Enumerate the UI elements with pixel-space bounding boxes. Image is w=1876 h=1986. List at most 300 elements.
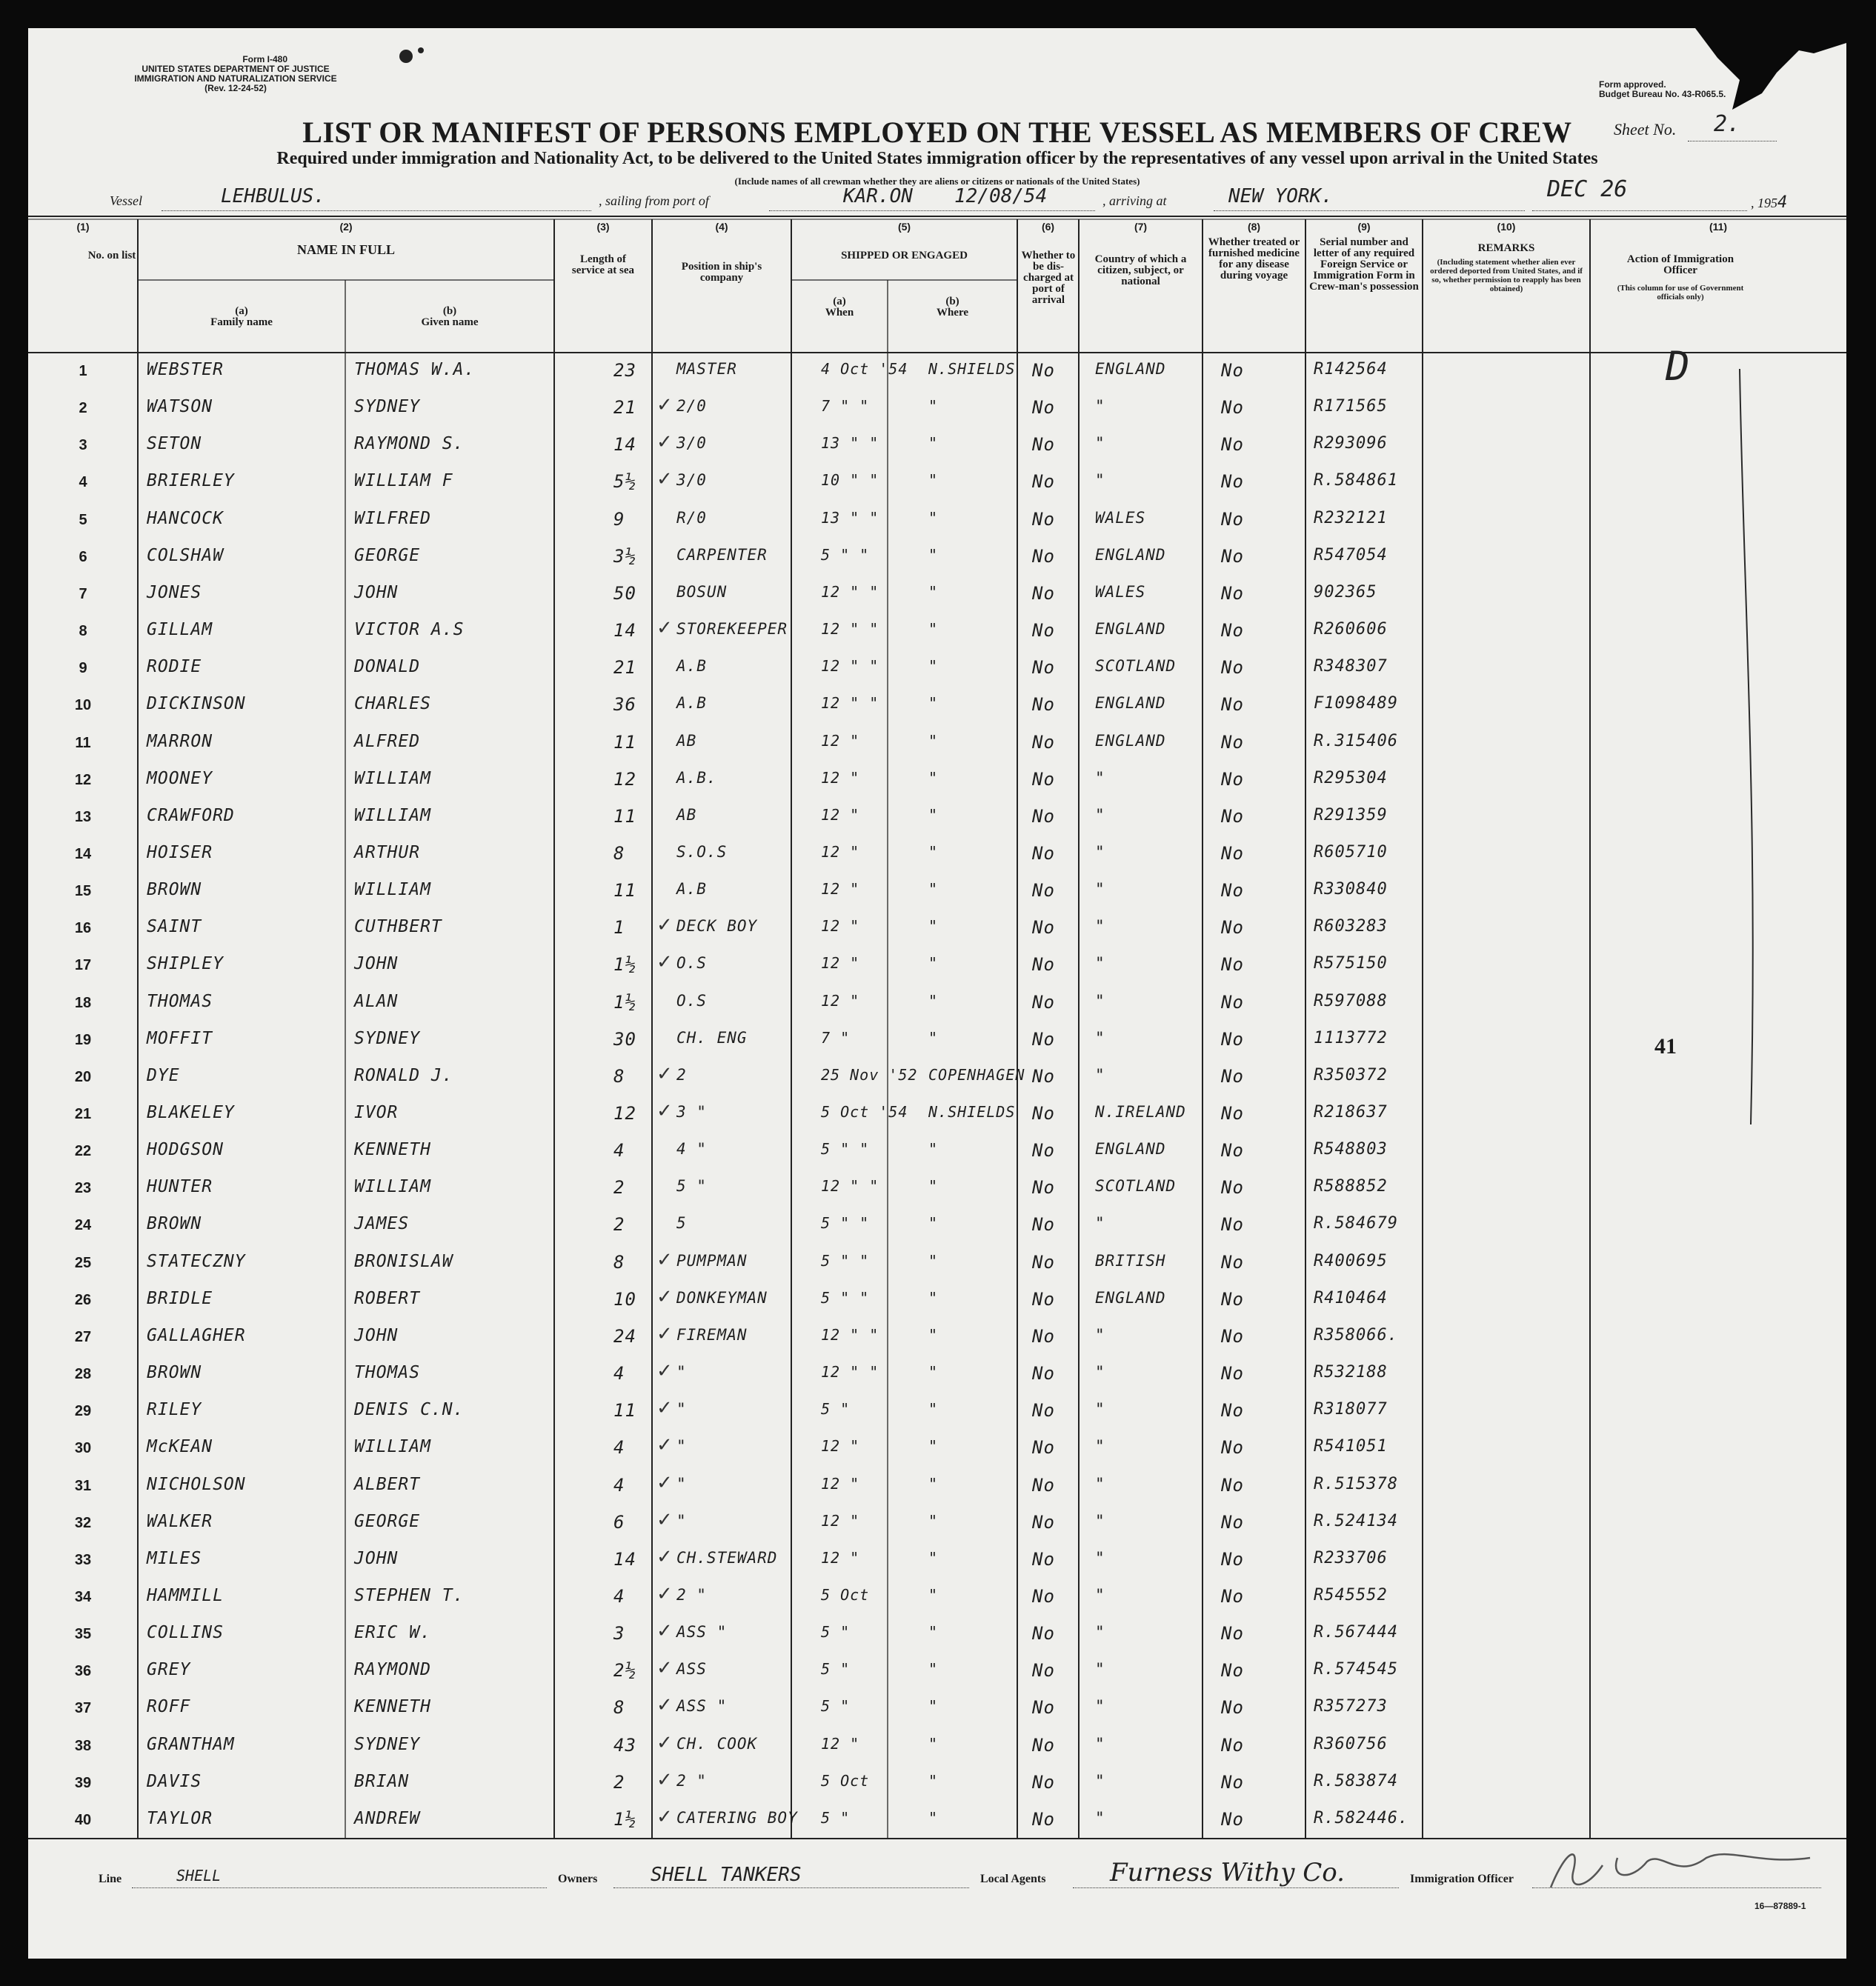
service-length: 8 <box>613 842 625 864</box>
family-name: DICKINSON <box>147 694 246 714</box>
service-length: 4 <box>613 1140 625 1162</box>
check-mark-icon: ✓ <box>656 394 673 416</box>
discharged: No <box>1032 360 1055 381</box>
given-name: RONALD J. <box>354 1065 453 1085</box>
row-number: 14 <box>74 845 92 862</box>
country: " <box>1095 842 1105 861</box>
given-name: SYDNEY <box>354 397 421 417</box>
row-number: 40 <box>74 1811 92 1828</box>
serial-number: R318077 <box>1314 1400 1388 1419</box>
sailing-date: 12/08/54 <box>954 185 1048 207</box>
treated: No <box>1221 1437 1244 1459</box>
shipped-where: " <box>928 1437 939 1456</box>
shipped-where: " <box>928 1808 939 1827</box>
shipped-where: " <box>928 397 939 416</box>
treated: No <box>1221 545 1244 567</box>
treated: No <box>1221 1363 1244 1384</box>
given-name: WILLIAM <box>354 1177 431 1197</box>
service-length: 2½ <box>613 1660 636 1682</box>
budget-bureau-number: Budget Bureau No. 43-R065.5. <box>1599 89 1726 99</box>
shipped-when: 12 " <box>821 1437 860 1456</box>
position: 2 " <box>676 1771 707 1790</box>
col5a-header: (a) When <box>825 296 854 319</box>
country: " <box>1095 1065 1105 1084</box>
country: " <box>1095 991 1105 1010</box>
position: DONKEYMAN <box>676 1288 768 1307</box>
service-length: 3½ <box>613 545 636 567</box>
country: ENGLAND <box>1095 545 1166 564</box>
service-length: 11 <box>613 731 636 753</box>
position: A.B. <box>676 768 717 787</box>
treated: No <box>1221 694 1244 716</box>
treated: No <box>1221 1288 1244 1310</box>
service-length: 23 <box>613 360 636 381</box>
row-number: 31 <box>74 1477 92 1494</box>
serial-number: R.574545 <box>1314 1660 1398 1679</box>
country: ENGLAND <box>1095 620 1166 639</box>
serial-number: R.315406 <box>1314 731 1398 750</box>
country: " <box>1095 1660 1105 1679</box>
discharged: No <box>1032 1771 1055 1793</box>
discharged: No <box>1032 1177 1055 1199</box>
given-name: KENNETH <box>354 1697 431 1717</box>
treated: No <box>1221 1251 1244 1273</box>
treated: No <box>1221 1660 1244 1682</box>
check-mark-icon: ✓ <box>656 1471 673 1493</box>
shipped-when: 12 " " <box>821 1363 879 1382</box>
shipped-where: " <box>928 1177 939 1196</box>
shipped-when: 12 " <box>821 954 860 973</box>
treated: No <box>1221 1511 1244 1533</box>
vessel-name: LEHBULUS. <box>221 185 325 207</box>
serial-number: R400695 <box>1314 1251 1388 1270</box>
position: " <box>676 1437 687 1456</box>
treated: No <box>1221 768 1244 790</box>
service-length: 4 <box>613 1437 625 1459</box>
position: 2/0 <box>676 397 707 416</box>
shipped-where: COPENHAGEN <box>928 1065 1025 1084</box>
col10-header: REMARKS <box>1477 242 1535 254</box>
discharged: No <box>1032 954 1055 976</box>
position: AB <box>676 805 697 824</box>
country: " <box>1095 1474 1105 1493</box>
port-from: KAR.ON <box>843 185 913 207</box>
check-mark-icon: ✓ <box>656 1620 673 1642</box>
row-number: 35 <box>74 1626 92 1643</box>
treated: No <box>1221 620 1244 642</box>
discharged: No <box>1032 1660 1055 1682</box>
treated: No <box>1221 360 1244 381</box>
shipped-when: 5 Oct <box>821 1771 870 1790</box>
row-number: 10 <box>74 697 92 714</box>
country: " <box>1095 1585 1105 1604</box>
discharged: No <box>1032 1474 1055 1496</box>
discharged: No <box>1032 805 1055 827</box>
country: " <box>1095 1214 1105 1233</box>
form-revision: (Rev. 12-24-52) <box>204 83 267 93</box>
serial-number: R295304 <box>1314 768 1388 787</box>
given-name: BRIAN <box>354 1771 410 1791</box>
action-bracket <box>1736 369 1766 1132</box>
shipped-where: " <box>928 1325 939 1344</box>
position: 3 " <box>676 1103 707 1121</box>
discharged: No <box>1032 1808 1055 1830</box>
family-name: TAYLOR <box>147 1808 213 1828</box>
country: " <box>1095 434 1105 453</box>
position: STOREKEEPER <box>676 620 788 639</box>
country: ENGLAND <box>1095 1288 1166 1307</box>
serial-number: R541051 <box>1314 1437 1388 1456</box>
shipped-when: 12 " " <box>821 1177 879 1196</box>
given-name: ALAN <box>354 991 399 1011</box>
discharged: No <box>1032 1028 1055 1050</box>
country: " <box>1095 1548 1105 1567</box>
treated: No <box>1221 954 1244 976</box>
given-name: WILLIAM <box>354 880 431 900</box>
treated: No <box>1221 582 1244 604</box>
treated: No <box>1221 1214 1244 1236</box>
family-name: WALKER <box>147 1511 213 1531</box>
shipped-when: 12 " <box>821 768 860 787</box>
position: 2 " <box>676 1585 707 1604</box>
treated: No <box>1221 917 1244 939</box>
country: " <box>1095 1325 1105 1344</box>
service-length: 21 <box>613 397 636 419</box>
arrival-date: DEC 26 <box>1547 176 1628 202</box>
shipped-where: " <box>928 805 939 824</box>
check-mark-icon: ✓ <box>656 1248 673 1270</box>
discharged: No <box>1032 1623 1055 1645</box>
row-number: 37 <box>74 1700 92 1717</box>
discharged: No <box>1032 1288 1055 1310</box>
shipped-where: " <box>928 694 939 713</box>
col11-note: (This column for use of Government officials only) <box>1617 284 1744 301</box>
given-name: DENIS C.N. <box>354 1400 465 1420</box>
family-name: GILLAM <box>147 620 213 640</box>
discharged: No <box>1032 434 1055 456</box>
row-number: 38 <box>74 1737 92 1754</box>
family-name: HOISER <box>147 842 213 862</box>
position: A.B <box>676 880 707 899</box>
shipped-when: 5 " <box>821 1623 851 1642</box>
col5-number: (5) <box>897 221 911 233</box>
position: 4 " <box>676 1140 707 1159</box>
country: WALES <box>1095 582 1146 601</box>
shipped-when: 5 " " <box>821 1251 870 1270</box>
shipped-where: " <box>928 917 939 936</box>
treated: No <box>1221 1400 1244 1422</box>
treated: No <box>1221 842 1244 864</box>
service-length: 9 <box>613 508 625 530</box>
position: CH. COOK <box>676 1734 758 1753</box>
position: 3/0 <box>676 471 707 490</box>
position: CATERING BOY <box>676 1808 798 1827</box>
country: ENGLAND <box>1095 1140 1166 1159</box>
discharged: No <box>1032 768 1055 790</box>
shipped-where: " <box>928 1585 939 1604</box>
service-name: IMMIGRATION AND NATURALIZATION SERVICE <box>134 73 337 84</box>
port-to: NEW YORK. <box>1228 185 1333 207</box>
country: " <box>1095 1697 1105 1716</box>
given-name: WILLIAM <box>354 1437 431 1457</box>
given-name: THOMAS W.A. <box>354 360 476 379</box>
check-mark-icon: ✓ <box>656 1285 673 1307</box>
row-number: 18 <box>74 994 92 1011</box>
given-name: BRONISLAW <box>354 1251 453 1271</box>
discharged: No <box>1032 1400 1055 1422</box>
row-number: 9 <box>79 660 87 677</box>
shipped-when: 5 " <box>821 1808 851 1827</box>
position: 3/0 <box>676 434 707 453</box>
col11-number: (11) <box>1709 221 1728 233</box>
shipped-where: " <box>928 1660 939 1679</box>
check-mark-icon: ✓ <box>656 1657 673 1679</box>
family-name: SAINT <box>147 917 202 937</box>
discharged: No <box>1032 917 1055 939</box>
print-code: 16—87889-1 <box>1754 1901 1806 1911</box>
family-name: HAMMILL <box>147 1585 224 1605</box>
family-name: GREY <box>147 1660 191 1680</box>
check-mark-icon: ✓ <box>656 468 673 490</box>
treated: No <box>1221 397 1244 419</box>
treated: No <box>1221 1065 1244 1087</box>
country: " <box>1095 397 1105 416</box>
service-length: 6 <box>613 1511 625 1533</box>
agents-value: Furness Withy Co. <box>1110 1858 1345 1887</box>
col10-note: (Including statement whether alien ever ordered deported from United States, and if so, whether permission to reapply has been obtained) <box>1430 258 1583 293</box>
family-name: MOONEY <box>147 768 213 788</box>
family-name: THOMAS <box>147 991 213 1011</box>
col3-number: (3) <box>596 221 610 233</box>
treated: No <box>1221 471 1244 493</box>
row-number: 16 <box>74 920 92 937</box>
discharged: No <box>1032 508 1055 530</box>
family-name: BROWN <box>147 1363 202 1383</box>
shipped-where: " <box>928 582 939 601</box>
shipped-where: " <box>928 842 939 861</box>
service-length: 3 <box>613 1623 625 1645</box>
discharged: No <box>1032 397 1055 419</box>
row-number: 39 <box>74 1774 92 1791</box>
position: AB <box>676 731 697 750</box>
discharged: No <box>1032 545 1055 567</box>
discharged: No <box>1032 1214 1055 1236</box>
shipped-where: " <box>928 508 939 527</box>
shipped-where: " <box>928 545 939 564</box>
country: ENGLAND <box>1095 694 1166 713</box>
col5b-header: (b) Where <box>936 296 969 319</box>
serial-number: R.584861 <box>1314 471 1398 490</box>
given-name: JOHN <box>354 1548 399 1568</box>
row-number: 17 <box>74 957 92 974</box>
service-length: 43 <box>613 1734 636 1756</box>
col8-header: Whether treated or furnished medicine for any disease during voyage <box>1208 236 1300 281</box>
check-mark-icon: ✓ <box>656 1768 673 1790</box>
page-subtitle: Required under immigration and Nationality Act, to be delivered to the United States immigration officer by the representatives of any vessel upon arrival in the United States <box>276 149 1598 168</box>
serial-number: R.524134 <box>1314 1511 1398 1530</box>
shipped-where: " <box>928 1140 939 1159</box>
service-length: 11 <box>613 1400 636 1422</box>
given-name: JOHN <box>354 1325 399 1345</box>
treated: No <box>1221 1585 1244 1607</box>
shipped-where: " <box>928 1697 939 1716</box>
country: " <box>1095 471 1105 490</box>
position: BOSUN <box>676 582 728 601</box>
shipped-when: 12 " <box>821 880 860 899</box>
discharged: No <box>1032 1548 1055 1570</box>
family-name: BRIERLEY <box>147 471 235 491</box>
family-name: BRIDLE <box>147 1288 213 1308</box>
discharged: No <box>1032 1437 1055 1459</box>
family-name: RODIE <box>147 657 202 677</box>
serial-number: R260606 <box>1314 620 1388 639</box>
service-length: 21 <box>613 657 636 679</box>
row-number: 19 <box>74 1031 92 1048</box>
country: ENGLAND <box>1095 360 1166 378</box>
col5-header: SHIPPED OR ENGAGED <box>841 250 968 261</box>
shipped-where: N.SHIELDS <box>928 1103 1016 1121</box>
country: WALES <box>1095 508 1146 527</box>
shipped-where: " <box>928 1028 939 1047</box>
inclusion-note: (Include names of all crewman whether they are aliens or citizens or nationals of the United States) <box>734 176 1140 187</box>
col10-number: (10) <box>1497 221 1516 233</box>
shipped-when: 4 Oct '54 <box>821 360 908 378</box>
shipped-when: 12 " <box>821 1734 860 1753</box>
serial-number: R588852 <box>1314 1177 1388 1196</box>
serial-number: R548803 <box>1314 1140 1388 1159</box>
given-name: JOHN <box>354 582 399 602</box>
serial-number: R348307 <box>1314 657 1388 676</box>
row-number: 2 <box>79 400 87 417</box>
given-name: ALBERT <box>354 1474 421 1494</box>
shipped-when: 10 " " <box>821 471 879 490</box>
service-length: 12 <box>613 768 636 790</box>
service-length: 14 <box>613 1548 636 1570</box>
row-number: 8 <box>79 623 87 640</box>
discharged: No <box>1032 991 1055 1013</box>
position: " <box>676 1511 687 1530</box>
given-name: IVOR <box>354 1103 399 1122</box>
country: " <box>1095 954 1105 973</box>
serial-number: R358066. <box>1314 1325 1398 1344</box>
line-underline <box>132 1887 547 1888</box>
department-name: UNITED STATES DEPARTMENT OF JUSTICE <box>142 64 330 74</box>
service-length: 2 <box>613 1214 625 1236</box>
shipped-when: 12 " <box>821 842 860 861</box>
serial-number: R.515378 <box>1314 1474 1398 1493</box>
shipped-when: 5 Oct '54 <box>821 1103 908 1121</box>
form-number: Form I-480 <box>242 54 287 64</box>
row-number: 3 <box>79 437 87 454</box>
col2-header: NAME IN FULL <box>296 242 395 257</box>
row-number: 29 <box>74 1403 92 1420</box>
service-length: 24 <box>613 1325 636 1347</box>
serial-number: R357273 <box>1314 1697 1388 1716</box>
treated: No <box>1221 1028 1244 1050</box>
treated: No <box>1221 657 1244 679</box>
shipped-where: " <box>928 1734 939 1753</box>
row-number: 27 <box>74 1328 92 1345</box>
position: O.S <box>676 991 707 1010</box>
row-number: 22 <box>74 1143 92 1160</box>
col2-number: (2) <box>339 221 353 233</box>
row-number: 7 <box>79 585 87 602</box>
col2b-header: (b) Given name <box>421 305 479 328</box>
serial-number: R.583874 <box>1314 1771 1398 1790</box>
check-mark-icon: ✓ <box>656 951 673 973</box>
discharged: No <box>1032 1511 1055 1533</box>
discharged: No <box>1032 694 1055 716</box>
treated: No <box>1221 434 1244 456</box>
arriving-label: , arriving at <box>1102 193 1167 208</box>
check-mark-icon: ✓ <box>656 617 673 639</box>
action-total: 41 <box>1654 1034 1677 1059</box>
shipped-where: " <box>928 1623 939 1642</box>
shipped-where: " <box>928 1771 939 1790</box>
country: SCOTLAND <box>1095 657 1177 676</box>
position: DECK BOY <box>676 917 758 936</box>
country: " <box>1095 805 1105 824</box>
row-number: 12 <box>74 771 92 788</box>
discharged: No <box>1032 620 1055 642</box>
col7-header: Country of which a citizen, subject, or national <box>1094 253 1187 287</box>
serial-number: R218637 <box>1314 1103 1388 1122</box>
discharged: No <box>1032 471 1055 493</box>
family-name: HUNTER <box>147 1177 213 1197</box>
row-number: 24 <box>74 1217 92 1234</box>
serial-number: R330840 <box>1314 880 1388 899</box>
family-name: DAVIS <box>147 1771 202 1791</box>
col3-header: Length of service at sea <box>571 253 635 276</box>
treated: No <box>1221 1177 1244 1199</box>
shipped-where: " <box>928 1548 939 1567</box>
family-name: MILES <box>147 1548 202 1568</box>
row-number: 1 <box>79 363 87 379</box>
given-name: ERIC W. <box>354 1623 431 1643</box>
check-mark-icon: ✓ <box>656 1731 673 1753</box>
shipped-when: 5 " " <box>821 1288 870 1307</box>
given-name: ALFRED <box>354 731 421 751</box>
given-name: CHARLES <box>354 694 431 714</box>
family-name: WEBSTER <box>147 360 224 379</box>
service-length: 12 <box>613 1103 636 1124</box>
treated: No <box>1221 1623 1244 1645</box>
treated: No <box>1221 805 1244 827</box>
col6-header: Whether to be dis-charged at port of arrival <box>1021 250 1076 306</box>
country: " <box>1095 1400 1105 1419</box>
owners-label: Owners <box>558 1873 598 1885</box>
shipped-when: 5 " <box>821 1697 851 1716</box>
treated: No <box>1221 1548 1244 1570</box>
given-name: CUTHBERT <box>354 917 442 937</box>
shipped-where: " <box>928 1251 939 1270</box>
position: ASS " <box>676 1623 728 1642</box>
family-name: McKEAN <box>147 1437 213 1457</box>
shipped-when: 12 " <box>821 731 860 750</box>
treated: No <box>1221 880 1244 902</box>
serial-number: R603283 <box>1314 917 1388 936</box>
position: CARPENTER <box>676 545 768 564</box>
service-length: 8 <box>613 1251 625 1273</box>
row-number: 36 <box>74 1663 92 1680</box>
country: SCOTLAND <box>1095 1177 1177 1196</box>
discharged: No <box>1032 1325 1055 1347</box>
manifest-sheet <box>28 28 1846 1959</box>
shipped-when: 5 Oct <box>821 1585 870 1604</box>
given-name: WILLIAM <box>354 768 431 788</box>
owners-value: SHELL TANKERS <box>651 1864 802 1886</box>
service-length: 2 <box>613 1177 625 1199</box>
